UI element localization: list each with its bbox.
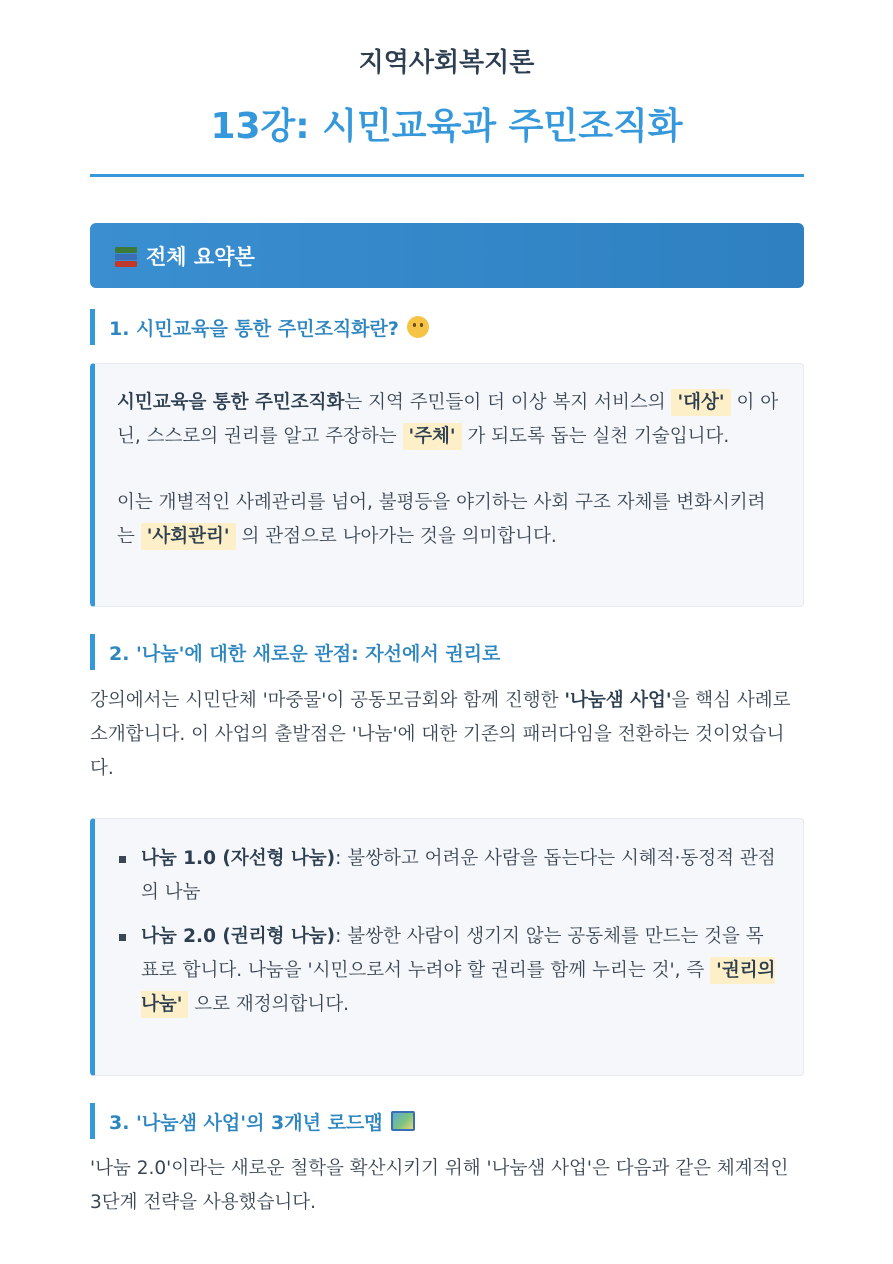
section-1-title: 1. 시민교육을 통한 주민조직화란? xyxy=(109,317,399,340)
section-1-paragraph-2: 이는 개별적인 사례관리를 넘어, 불평등을 야기하는 사회 구조 자체를 변화시키려는 '사회관리' 의 관점으로 나아가는 것을 의미합니다. xyxy=(117,486,779,554)
highlight-subject: '주체' xyxy=(403,423,462,450)
thinking-face-icon xyxy=(407,316,429,338)
list-item: 나눔 2.0 (권리형 나눔): 불쌍한 사람이 생기지 않는 공동체를 만드는 것을 목표로 합니다. 나눔을 '시민으로서 누려야 할 권리를 함께 누리는 것', 즉 '권리의 나눔' 으로 재정의합니다. xyxy=(117,920,779,1022)
term-bold: 시민교육을 통한 주민조직화 xyxy=(117,392,345,413)
section-3-intro: '나눔 2.0'이라는 새로운 철학을 확산시키기 위해 '나눔샘 사업'은 다음과 같은 체계적인 3단계 전략을 사용했습니다. xyxy=(90,1158,789,1213)
project-name-bold: '나눔샘 사업' xyxy=(564,690,672,711)
sharing-list xyxy=(117,842,779,1022)
section-3-heading xyxy=(90,1103,804,1139)
section-2-list-wrap xyxy=(117,842,779,1032)
list-item: 나눔 1.0 (자선형 나눔): 불쌍하고 어려운 사람을 돕는다는 시혜적·동정적 관점의 나눔 xyxy=(117,842,779,910)
course-title: 지역사회복지론 xyxy=(358,48,535,78)
summary-label: 전체 요약본 xyxy=(146,244,255,269)
highlight-target: '대상' xyxy=(671,389,730,416)
summary-banner xyxy=(90,223,804,288)
highlight-social-management: '사회관리' xyxy=(141,523,236,550)
lecture-title: 13강: 시민교육과 주민조직화 xyxy=(210,106,683,147)
highlight-rights-sharing: '권리의 나눔' xyxy=(141,957,775,1018)
map-icon xyxy=(391,1111,415,1131)
section-2-title: 2. '나눔'에 대한 새로운 관점: 자선에서 권리로 xyxy=(109,642,501,665)
books-icon xyxy=(114,244,138,268)
section-1-heading xyxy=(90,309,804,345)
section-3-title: 3. '나눔샘 사업'의 3개년 로드맵 xyxy=(109,1111,383,1134)
section-2-intro: 강의에서는 시민단체 '마중물'이 공동모금회와 함께 진행한 '나눔샘 사업'을 핵심 사례로 소개합니다. 이 사업의 출발점은 '나눔'에 대한 기존의 패러다임을 전환하는 것이었습니다. xyxy=(90,690,791,779)
title-divider xyxy=(90,174,804,177)
section-1-paragraph-1: 시민교육을 통한 주민조직화는 지역 주민들이 더 이상 복지 서비스의 '대상' 이 아닌, 스스로의 권리를 알고 주장하는 '주체' 가 되도록 돕는 실천 기술입니다. xyxy=(117,386,779,454)
section-2-heading xyxy=(90,634,804,670)
